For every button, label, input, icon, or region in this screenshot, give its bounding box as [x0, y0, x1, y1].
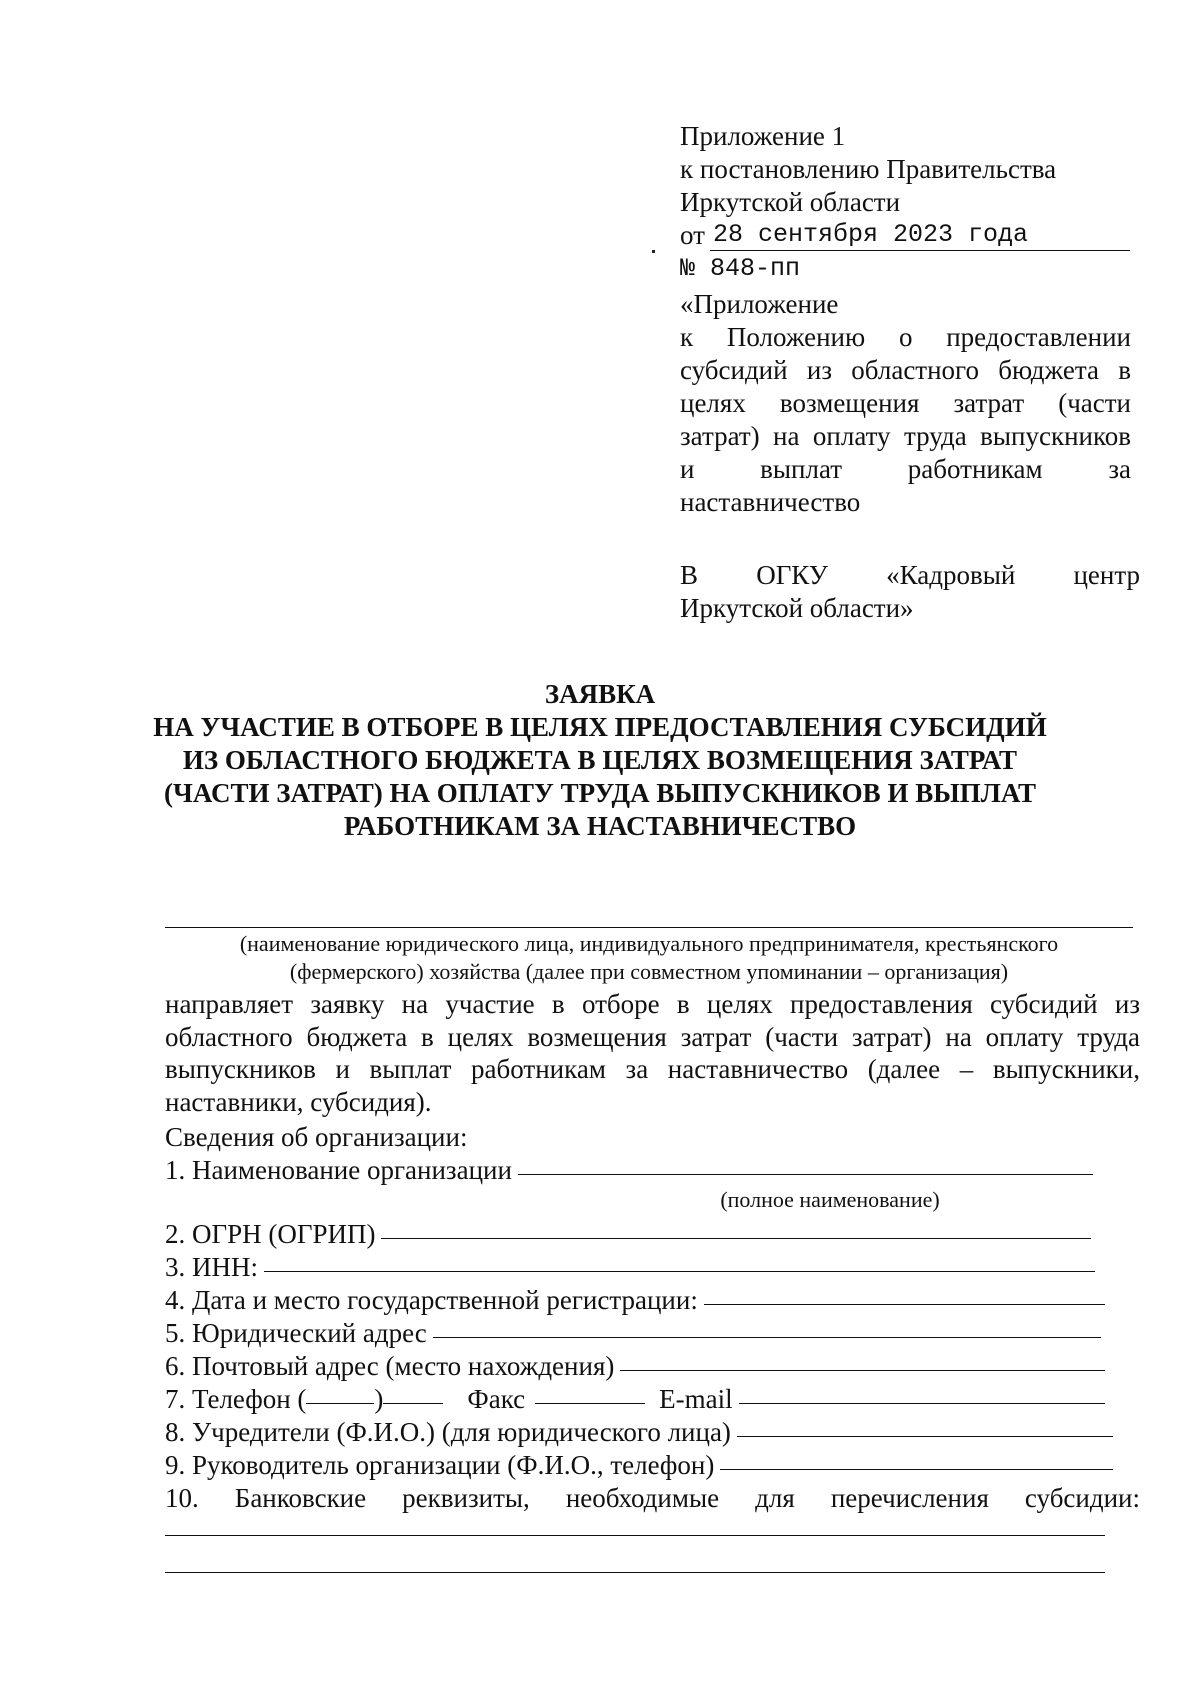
title-line-1: ЗАЯВКА: [544, 679, 656, 709]
organization-name-line[interactable]: [165, 927, 1133, 928]
regulation-line-2: субсидий из областного бюджета в: [680, 355, 1131, 385]
resolution-number: № 848-пп: [680, 254, 801, 283]
field-registration-blank[interactable]: [704, 1304, 1105, 1305]
field-phone-label: 7. Телефон (: [165, 1384, 307, 1414]
scan-dot: [652, 250, 655, 253]
field-phone-blank[interactable]: [383, 1403, 443, 1404]
field-ogrn-blank[interactable]: [381, 1238, 1091, 1239]
title-line-3: ИЗ ОБЛАСТНОГО БЮДЖЕТА В ЦЕЛЯХ ВОЗМЕЩЕНИЯ ЗАТРАТ: [182, 745, 1018, 775]
field-founders-label: 8. Учредители (Ф.И.О.) (для юридического лица): [165, 1417, 731, 1447]
bank-details-line-2[interactable]: [165, 1572, 1105, 1573]
title-line-2: НА УЧАСТИЕ В ОТБОРЕ В ЦЕЛЯХ ПРЕДОСТАВЛЕНИЯ СУБСИДИЙ: [153, 712, 1047, 742]
field-registration: [165, 1284, 1105, 1316]
region-label: Иркутской области: [680, 187, 901, 217]
field-director-label: 9. Руководитель организации (Ф.И.О., телефон): [165, 1450, 715, 1480]
field-registration-label: 4. Дата и место государственной регистрации:: [165, 1285, 698, 1315]
field-legal-address: [165, 1317, 1101, 1349]
field-postal-address: [165, 1350, 1105, 1382]
body-paragraph: направляет заявку на участие в отборе в целях предоставления субсидий из областного бюджета в целях возмещения затрат (части затрат) на оплату труда выпускников и выплат работникам за наставничество (далее – выпускники, наставники, субсидия).: [165, 989, 1140, 1117]
recipient-line-1: В ОГКУ «Кадровый центр: [680, 560, 1140, 590]
field-inn-label: 3. ИНН:: [165, 1252, 258, 1282]
field-email-label: E-mail: [659, 1384, 733, 1414]
field-ogrn: [165, 1218, 1091, 1250]
title-line-4: (ЧАСТИ ЗАТРАТ) НА ОПЛАТУ ТРУДА ВЫПУСКНИКОВ И ВЫПЛАТ: [164, 778, 1036, 808]
field-fax-blank[interactable]: [535, 1403, 645, 1404]
field-postal-address-blank[interactable]: [620, 1370, 1105, 1371]
field-contacts: [165, 1383, 1105, 1415]
field-director: [165, 1449, 1113, 1481]
appendix2-label: «Приложение: [680, 289, 839, 319]
regulation-line-4: затрат) на оплату труда выпускников: [680, 421, 1131, 451]
field-organization-name-label: 1. Наименование организации: [165, 1155, 512, 1185]
field-postal-address-label: 6. Почтовый адрес (место нахождения): [165, 1351, 615, 1381]
regulation-line-1: к Положению о предоставлении: [680, 322, 1131, 352]
bank-details-line-1[interactable]: [165, 1535, 1105, 1536]
field-phone-paren: ): [374, 1384, 384, 1414]
field-founders-blank[interactable]: [737, 1436, 1113, 1437]
resolution-date: 28 сентября 2023 года: [713, 220, 1029, 249]
full-name-caption: (полное наименование): [720, 1187, 940, 1212]
recipient-line-2: Иркутской области»: [680, 593, 914, 623]
field-inn-blank[interactable]: [264, 1271, 1095, 1272]
date-underline: [710, 250, 1130, 251]
regulation-line-6: наставничество: [680, 487, 861, 517]
field-organization-name: [165, 1154, 1093, 1186]
field-director-blank[interactable]: [720, 1469, 1113, 1470]
regulation-line-3: целях возмещения затрат (части: [680, 388, 1131, 418]
section-heading: Сведения об организации:: [165, 1122, 468, 1152]
organization-caption-2: (фермерского) хозяйства (далее при совместном упоминании – организация): [289, 959, 1009, 984]
field-legal-address-label: 5. Юридический адрес: [165, 1318, 427, 1348]
date-prefix: от: [680, 220, 705, 250]
regulation-line-5: и выплат работникам за: [680, 454, 1131, 484]
field-phone-code-blank[interactable]: [306, 1403, 374, 1404]
organization-caption-1: (наименование юридического лица, индивидуального предпринимателя, крестьянского: [239, 931, 1059, 956]
field-email-blank[interactable]: [739, 1403, 1105, 1404]
title-line-5: РАБОТНИКАМ ЗА НАСТАВНИЧЕСТВО: [343, 811, 857, 841]
appendix-label: Приложение 1: [680, 121, 846, 151]
field-ogrn-label: 2. ОГРН (ОГРИП): [165, 1219, 376, 1249]
field-fax-label: Факс: [467, 1384, 526, 1414]
field-legal-address-blank[interactable]: [433, 1337, 1101, 1338]
field-inn: [165, 1251, 1095, 1283]
field-organization-name-blank[interactable]: [518, 1174, 1093, 1175]
field-bank-details-label: 10. Банковские реквизиты, необходимые для перечисления субсидии:: [165, 1483, 1140, 1513]
field-founders: [165, 1416, 1113, 1448]
resolution-label: к постановлению Правительства: [680, 154, 1057, 184]
